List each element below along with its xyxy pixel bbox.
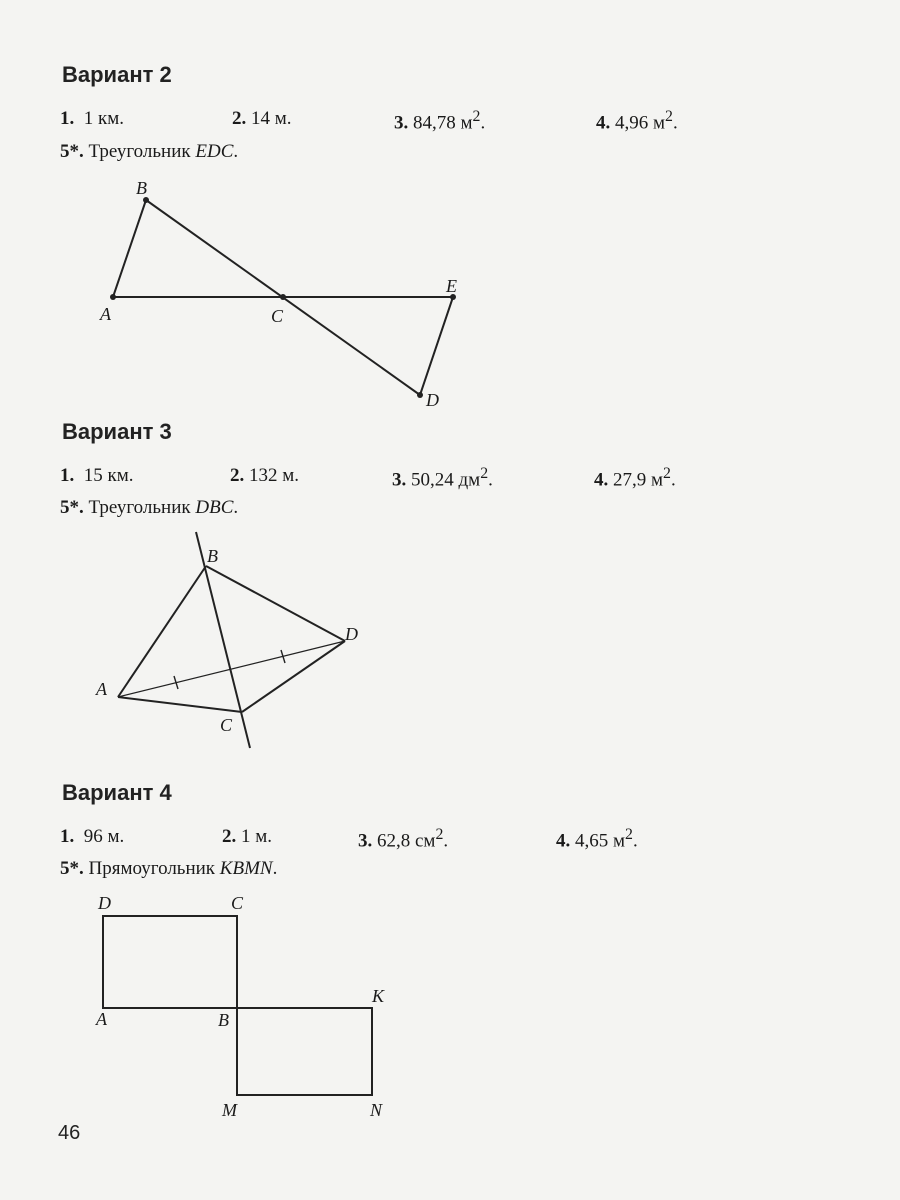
label-b: B: [136, 178, 147, 198]
answer-3: 3. 62,8 $см^2$.: [358, 826, 449, 852]
answer-4: 4. 4,65 $м^2$.: [556, 826, 638, 852]
label-a: A: [100, 304, 111, 324]
answer-3: 3. 84,78 $м^2$.: [394, 108, 486, 134]
answer-2: 2. 1 м.: [222, 826, 273, 847]
label-b: B: [218, 1010, 229, 1030]
answer-3: 3. 50,24 $дм^2$.: [392, 465, 493, 491]
answer-4: 4. 27,9 $м^2$.: [594, 465, 676, 491]
page-number: 46: [58, 1122, 81, 1144]
label-d: D: [426, 390, 439, 410]
label-e: E: [446, 276, 457, 296]
label-d: D: [98, 893, 111, 913]
variant-4-title: Вариант 4: [62, 780, 172, 805]
label-d: D: [345, 624, 358, 644]
variant-3-title: Вариант 3: [62, 419, 172, 444]
rectangle-kbmn: [237, 1008, 372, 1095]
variant-2-title: Вариант 2: [62, 62, 172, 87]
label-b: B: [207, 546, 218, 566]
variant-4-task5: 5*. Прямоугольник KBMN.: [60, 858, 278, 879]
label-n: N: [370, 1100, 383, 1120]
label-k: K: [372, 986, 385, 1006]
answer-1: 1. 1 км.: [60, 108, 125, 129]
rectangle-abcd: [103, 916, 237, 1008]
answer-1: 1. 96 м.: [60, 826, 125, 847]
answer-2: 2. 14 м.: [232, 108, 292, 129]
label-a: A: [96, 679, 107, 699]
variant-3-task5: 5*. Треугольник DBC.: [60, 497, 239, 518]
label-c: C: [231, 893, 244, 913]
label-c: C: [271, 306, 284, 326]
variant-2-task5: 5*. Треугольник EDC.: [60, 141, 239, 162]
answer-4: 4. 4,96 $м^2$.: [596, 108, 678, 134]
answer-1: 1. 15 км.: [60, 465, 134, 486]
answer-2: 2. 132 м.: [230, 465, 300, 486]
label-m: M: [222, 1100, 237, 1120]
label-c: C: [220, 715, 233, 735]
label-a: A: [96, 1009, 107, 1029]
